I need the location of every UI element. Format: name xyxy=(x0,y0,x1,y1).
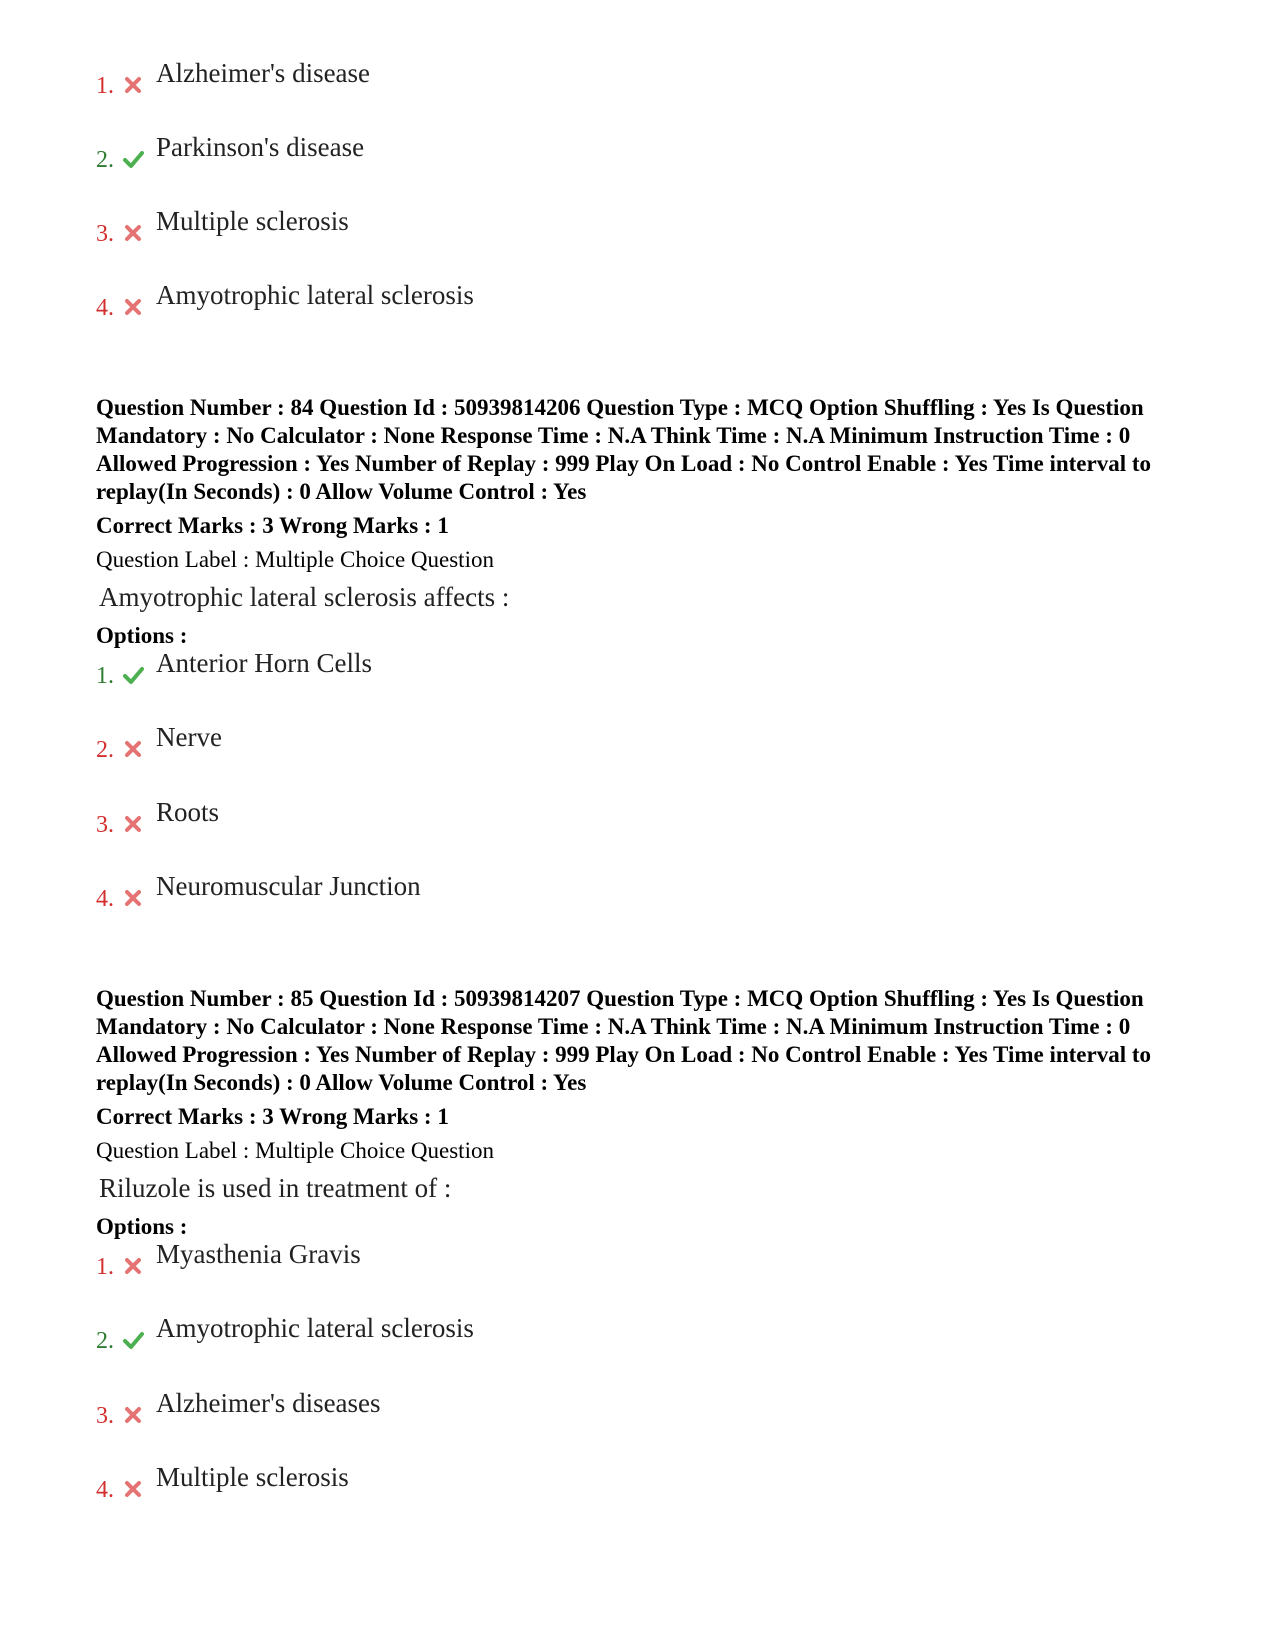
cross-icon xyxy=(122,1404,144,1426)
cross-icon xyxy=(122,1478,144,1500)
question-block xyxy=(96,985,1176,1241)
cross-icon xyxy=(122,887,144,909)
option-item xyxy=(96,206,796,246)
options-heading: Options : xyxy=(96,623,188,648)
question-block xyxy=(96,394,1176,650)
option-number: 1. xyxy=(96,663,114,689)
option-item xyxy=(96,871,796,911)
option-item xyxy=(96,280,796,320)
question-marks: Correct Marks : 3 Wrong Marks : 1 xyxy=(96,513,449,538)
option-item xyxy=(96,648,796,688)
option-number: 2. xyxy=(96,737,114,763)
question-text: Riluzole is used in treatment of : xyxy=(99,1173,452,1203)
option-number: 3. xyxy=(96,221,114,247)
option-text: Amyotrophic lateral sclerosis xyxy=(156,280,474,310)
option-number: 3. xyxy=(96,812,114,838)
cross-icon xyxy=(122,813,144,835)
option-item xyxy=(96,58,796,98)
option-number: 4. xyxy=(96,295,114,321)
option-text: Neuromuscular Junction xyxy=(156,871,421,901)
option-text: Roots xyxy=(156,797,220,827)
question-metadata: Question Number : 85 Question Id : 50939814207 Question Type : MCQ Option Shuffling : Yes Is Question Mandatory : No Calculator : None Response Time : N.A Think Time : N.A Minimum Instruction Time : 0 Allowed Progression : Yes Number of Replay : 999 Play On Load : No Control Enable : Yes Time interval to replay(In Seconds) : 0 Allow Volume Control : Yes xyxy=(96,986,1152,1095)
option-number: 4. xyxy=(96,886,114,912)
option-text: Anterior Horn Cells xyxy=(156,648,372,678)
cross-icon xyxy=(122,1255,144,1277)
option-item xyxy=(96,1388,796,1428)
cross-icon xyxy=(122,222,144,244)
question-metadata: Question Number : 84 Question Id : 50939814206 Question Type : MCQ Option Shuffling : Yes Is Question Mandatory : No Calculator : None Response Time : N.A Think Time : N.A Minimum Instruction Time : 0 Allowed Progression : Yes Number of Replay : 999 Play On Load : No Control Enable : Yes Time interval to replay(In Seconds) : 0 Allow Volume Control : Yes xyxy=(96,395,1152,504)
option-item xyxy=(96,132,796,172)
check-icon xyxy=(122,664,144,686)
cross-icon xyxy=(122,738,144,760)
question-label: Question Label : Multiple Choice Question xyxy=(96,547,494,572)
option-text: Amyotrophic lateral sclerosis xyxy=(156,1313,474,1343)
option-number: 1. xyxy=(96,1254,114,1280)
option-text: Nerve xyxy=(156,722,222,752)
check-icon xyxy=(122,1329,144,1351)
option-text: Parkinson's disease xyxy=(156,132,365,162)
option-number: 4. xyxy=(96,1477,114,1503)
option-number: 2. xyxy=(96,147,114,173)
cross-icon xyxy=(122,296,144,318)
option-text: Alzheimer's disease xyxy=(156,58,371,88)
question-marks: Correct Marks : 3 Wrong Marks : 1 xyxy=(96,1104,449,1129)
question-label: Question Label : Multiple Choice Question xyxy=(96,1138,494,1163)
option-item xyxy=(96,722,796,762)
option-number: 3. xyxy=(96,1403,114,1429)
option-number: 2. xyxy=(96,1328,114,1354)
option-text: Multiple sclerosis xyxy=(156,206,349,236)
option-item xyxy=(96,797,796,837)
option-text: Alzheimer's diseases xyxy=(156,1388,381,1418)
question-text: Amyotrophic lateral sclerosis affects : xyxy=(99,582,510,612)
option-item xyxy=(96,1239,796,1279)
option-number: 1. xyxy=(96,73,114,99)
cross-icon xyxy=(122,74,144,96)
option-item xyxy=(96,1462,796,1502)
option-text: Myasthenia Gravis xyxy=(156,1239,361,1269)
option-item xyxy=(96,1313,796,1353)
option-text: Multiple sclerosis xyxy=(156,1462,349,1492)
options-heading: Options : xyxy=(96,1214,188,1239)
check-icon xyxy=(122,148,144,170)
